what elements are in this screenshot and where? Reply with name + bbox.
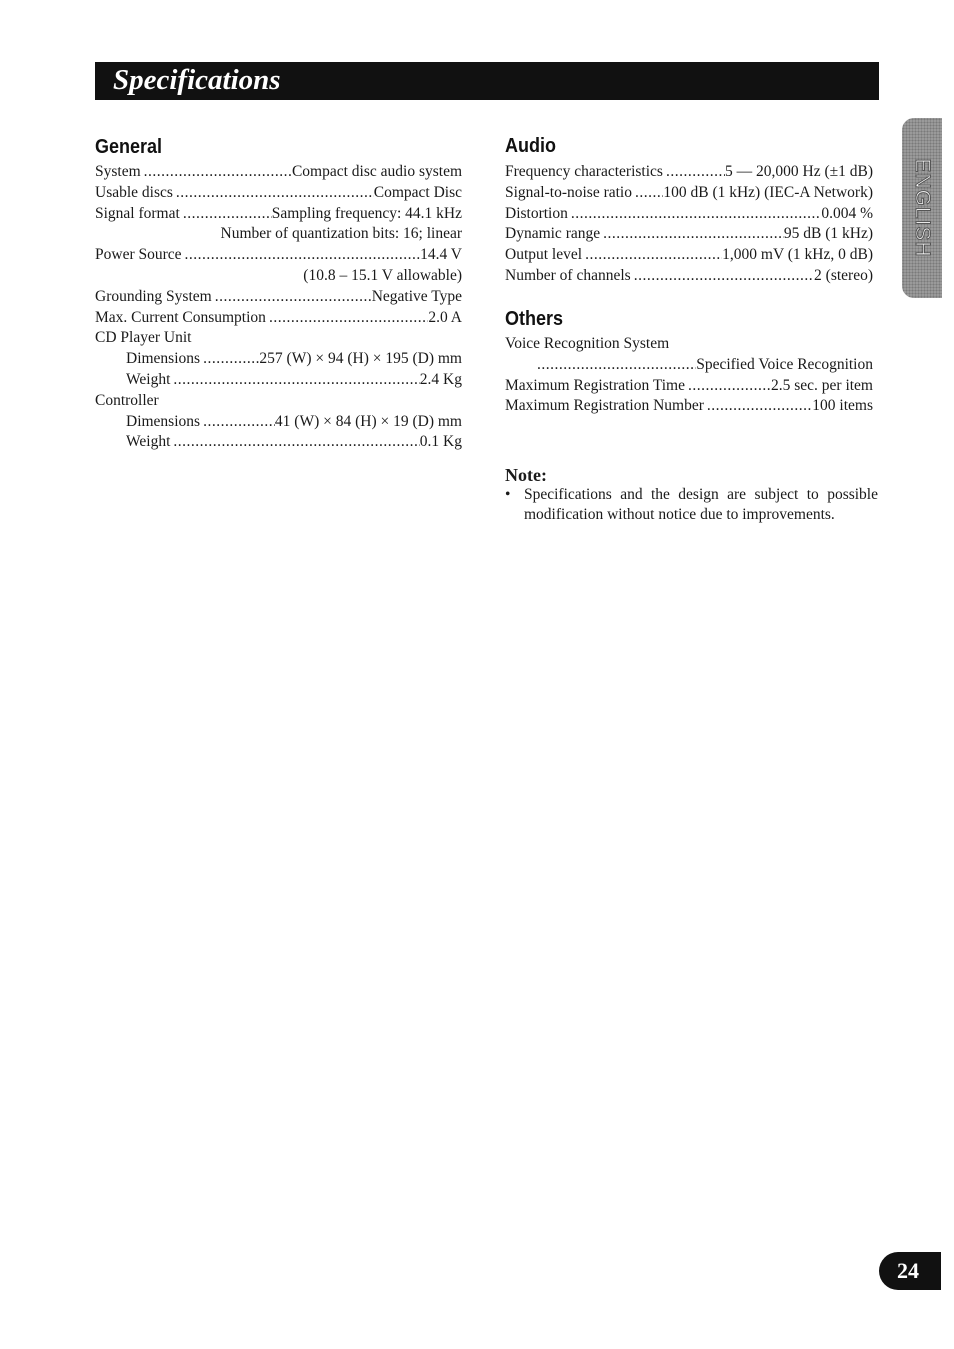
leader-dots: [568, 204, 821, 225]
spec-label: Dimensions: [126, 350, 201, 368]
audio-heading: Audio: [505, 135, 556, 157]
spec-label: CD Player Unit: [95, 329, 192, 347]
spec-row-frequency: [505, 162, 873, 183]
spec-label: Power Source: [95, 246, 182, 264]
spec-row-continuation: [95, 224, 462, 245]
spec-value: 2.0 A: [428, 308, 462, 326]
note-heading: Note:: [505, 465, 547, 485]
leader-dots: [685, 376, 771, 397]
spec-label: Weight: [126, 433, 171, 451]
language-tab-label: ENGLISH: [911, 158, 934, 258]
spec-label: Controller: [95, 391, 159, 409]
spec-row-max-registration-number: [505, 396, 873, 417]
spec-value: 100 items: [812, 397, 873, 415]
page-number: 24: [897, 1258, 919, 1283]
leader-dots: [182, 245, 421, 266]
leader-dots: [631, 266, 814, 287]
spec-value: 95 dB (1 kHz): [783, 225, 873, 243]
spec-label: Output level: [505, 246, 583, 264]
note-text: Specifications and the design are subject to possible modification without notice due to improvements.: [524, 486, 878, 523]
leader-dots: [170, 432, 419, 453]
spec-label: Dimensions: [126, 412, 201, 430]
spec-subheading-cd-player-unit: [95, 328, 462, 349]
spec-label: System: [95, 163, 141, 180]
spec-row-system: [95, 162, 462, 183]
spec-value: 5 — 20,000 Hz (±1 dB): [725, 163, 873, 180]
leader-dots: [170, 370, 419, 391]
leader-dots: [212, 287, 372, 308]
spec-row-usable-discs: [95, 183, 462, 204]
spec-row-channels: [505, 266, 873, 287]
spec-row-power-source: [95, 245, 462, 266]
spec-row-continuation: [95, 266, 462, 287]
spec-value: 41 (W) × 84 (H) × 19 (D) mm: [274, 412, 462, 430]
spec-value: Compact disc audio system: [291, 163, 462, 180]
page-title-bar: [95, 62, 879, 100]
general-spec-list: [95, 162, 462, 453]
spec-row-controller-weight: [95, 432, 462, 453]
leader-dots: [180, 204, 272, 225]
spec-value: Specified Voice Recognition: [696, 355, 873, 373]
spec-label: Weight: [126, 370, 171, 388]
spec-label: Grounding System: [95, 287, 212, 305]
spec-value: 1,000 mV (1 kHz, 0 dB): [722, 246, 873, 264]
others-heading: Others: [505, 308, 564, 330]
others-spec-list: [505, 334, 873, 417]
spec-value: 2.4 Kg: [419, 370, 462, 388]
spec-value: 2 (stereo): [814, 266, 873, 284]
leader-dots: [200, 412, 275, 433]
leader-dots: [537, 355, 696, 376]
leader-dots: [704, 396, 812, 417]
leader-dots: [200, 349, 259, 370]
leader-dots: [632, 183, 663, 204]
spec-value: Sampling frequency: 44.1 kHz: [271, 204, 462, 222]
leader-dots: [141, 162, 292, 183]
spec-label: Usable discs: [95, 183, 173, 201]
leader-dots: [173, 183, 374, 204]
spec-label: Voice Recognition System: [505, 335, 670, 352]
spec-value: 0.1 Kg: [419, 433, 462, 451]
spec-value: 14.4 V: [420, 246, 462, 264]
spec-row-snr: [505, 183, 873, 204]
spec-row-output-level: [505, 245, 873, 266]
spec-row-max-registration-time: [505, 376, 873, 397]
spec-row-signal-format: [95, 204, 462, 225]
spec-value: Number of quantization bits: 16; linear: [220, 225, 462, 243]
spec-row-voice-recognition: [505, 355, 873, 376]
spec-label: Signal-to-noise ratio: [505, 183, 632, 201]
spec-row-grounding-system: [95, 287, 462, 308]
spec-row-cd-weight: [95, 370, 462, 391]
bullet-icon: •: [505, 486, 511, 503]
spec-row-dynamic-range: [505, 224, 873, 245]
page-number-badge: [879, 1252, 941, 1290]
spec-label: Number of channels: [505, 266, 631, 284]
spec-label: Maximum Registration Time: [505, 376, 685, 394]
spec-label: Dynamic range: [505, 225, 601, 243]
spec-value: 257 (W) × 94 (H) × 195 (D) mm: [259, 350, 462, 368]
spec-label: Frequency characteristics: [505, 163, 663, 180]
spec-value: Negative Type: [371, 287, 462, 305]
spec-value: Compact Disc: [373, 183, 462, 201]
spec-label: Max. Current Consumption: [95, 308, 266, 326]
spec-row-cd-dimensions: [95, 349, 462, 370]
spec-value: 2.5 sec. per item: [770, 376, 873, 394]
spec-row-distortion: [505, 204, 873, 225]
language-tab: [902, 118, 942, 298]
audio-spec-list: [505, 162, 873, 287]
spec-label: Maximum Registration Number: [505, 397, 704, 415]
spec-value: 0.004 %: [821, 204, 873, 222]
spec-row-max-current: [95, 308, 462, 329]
leader-dots: [600, 224, 784, 245]
spec-label: Distortion: [505, 204, 568, 222]
spec-subheading-voice-recognition: [505, 334, 873, 355]
note-item: [505, 485, 878, 524]
page-title: Specifications: [113, 64, 281, 96]
spec-value: (10.8 – 15.1 V allowable): [303, 266, 462, 284]
spec-value: 100 dB (1 kHz) (IEC-A Network): [663, 183, 873, 201]
spec-row-controller-dimensions: [95, 412, 462, 433]
general-heading: General: [95, 136, 163, 158]
leader-dots: [663, 162, 725, 183]
leader-dots: [266, 308, 428, 329]
spec-subheading-controller: [95, 391, 462, 412]
leader-dots: [582, 245, 722, 266]
spec-label: Signal format: [95, 204, 180, 222]
